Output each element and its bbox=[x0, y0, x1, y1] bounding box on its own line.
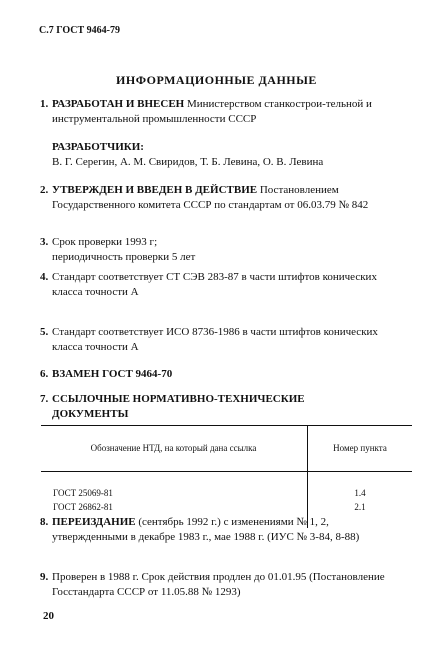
table-spacer-row bbox=[41, 472, 412, 487]
page-header: С.7 ГОСТ 9464-79 bbox=[39, 25, 120, 36]
item-7-text: ССЫЛОЧНЫЕ НОРМАТИВНО-ТЕХНИЧЕСКИЕ ДОКУМЕНТЫ bbox=[52, 393, 305, 420]
item-9-text: Проверен в 1988 г. Срок действия продлен до 01.01.95 (Постановление Госстандарта СССР от 11.05.88 № 1293) bbox=[52, 571, 385, 598]
item-4-text: Стандарт соответствует СТ СЭВ 283-87 в части штифтов конических класса точности А bbox=[52, 271, 377, 298]
item-5 bbox=[40, 325, 397, 355]
item-7-number: 7. bbox=[40, 393, 49, 405]
developers-names: В. Г. Серегин, А. М. Свиридов, Т. Б. Левина, О. В. Левина bbox=[52, 156, 324, 168]
item-7 bbox=[40, 392, 342, 422]
item-2 bbox=[40, 183, 397, 213]
item-3 bbox=[40, 235, 397, 265]
table-header-row bbox=[41, 426, 412, 472]
references-table bbox=[41, 425, 412, 528]
item-5-number: 5. bbox=[40, 326, 49, 338]
item-3-line2: периодичность проверки 5 лет bbox=[52, 251, 196, 263]
col-header-clause: Номер пункта bbox=[308, 426, 413, 472]
item-3-line1: Срок проверки 1993 г; bbox=[52, 236, 158, 248]
item-2-text: Постановлением Государственного комитета СССР по стандартам от 06.03.79 № 842 bbox=[52, 184, 369, 211]
item-8 bbox=[40, 515, 397, 545]
item-9-number: 9. bbox=[40, 571, 49, 583]
item-8-text: (сентябрь 1992 г.) с изменениями № 1, 2, утвержденными в декабре 1983 г., мае 1988 г. (ИУС № 3-84, 8-88) bbox=[52, 516, 360, 543]
item-2-number: 2. bbox=[40, 184, 49, 196]
row-document: ГОСТ 26862-81 bbox=[53, 502, 113, 512]
col-header-document: Обозначение НТД, на который дана ссылка bbox=[41, 426, 308, 472]
item-1 bbox=[40, 97, 397, 127]
page-title: ИНФОРМАЦИОННЫЕ ДАННЫЕ bbox=[116, 73, 317, 87]
item-1-text: Министерством станкострои-тельной и инструментальной промышленности СССР bbox=[52, 98, 372, 125]
item-2-lead: УТВЕРЖДЕН И ВВЕДЕН В ДЕЙСТВИЕ bbox=[52, 184, 258, 196]
table-row bbox=[41, 486, 412, 500]
item-6 bbox=[40, 367, 397, 382]
item-8-lead: ПЕРЕИЗДАНИЕ bbox=[52, 516, 136, 528]
item-3-number: 3. bbox=[40, 236, 49, 248]
item-1-number: 1. bbox=[40, 98, 49, 110]
item-6-number: 6. bbox=[40, 368, 49, 380]
developers-label: РАЗРАБОТЧИКИ: bbox=[52, 141, 144, 153]
item-8-number: 8. bbox=[40, 516, 49, 528]
table-row bbox=[41, 500, 412, 514]
page-number: 20 bbox=[43, 610, 54, 622]
item-5-text: Стандарт соответствует ИСО 8736-1986 в части штифтов конических класса точности А bbox=[52, 326, 378, 353]
developers-block bbox=[52, 140, 397, 170]
item-4-number: 4. bbox=[40, 271, 49, 283]
item-4 bbox=[40, 270, 397, 300]
item-9 bbox=[40, 570, 397, 600]
row-clause: 2.1 bbox=[308, 500, 413, 514]
item-6-text: ВЗАМЕН ГОСТ 9464-70 bbox=[52, 368, 173, 380]
item-1-lead: РАЗРАБОТАН И ВНЕСЕН bbox=[52, 98, 185, 110]
row-document: ГОСТ 25069-81 bbox=[53, 488, 113, 498]
row-clause: 1.4 bbox=[308, 486, 413, 500]
